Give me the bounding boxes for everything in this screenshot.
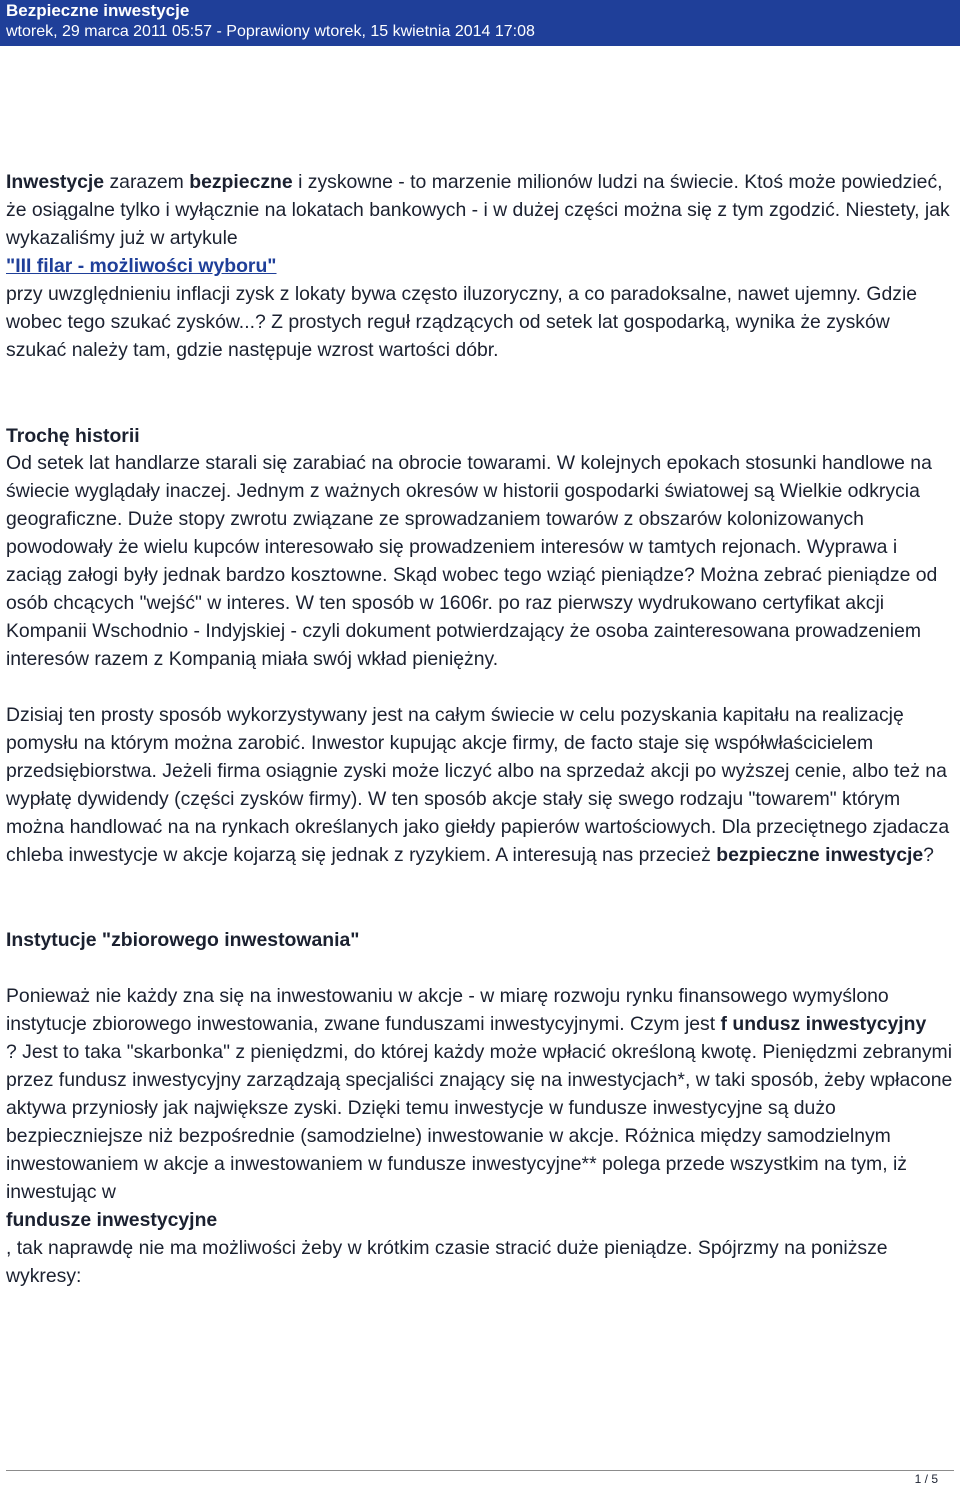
article-title: Bezpieczne inwestycje: [6, 1, 190, 20]
bold-term-inwestycje: Inwestycje: [6, 171, 105, 193]
intro-text-2: i zyskowne - to marzenie milionów ludzi na świecie. Ktoś może powiedzieć, że osiągalne tylko i wyłącznie na lokatach bankowych - i w dużej części można się z tym zgodzić. Niestety, jak wykazaliśmy już w artykule: [6, 171, 950, 249]
bold-term-fundusz-inwestycyjny: f undusz inwestycyjny: [720, 1013, 927, 1035]
article-dates: wtorek, 29 marca 2011 05:57 - Poprawiony wtorek, 15 kwietnia 2014 17:08: [6, 23, 535, 40]
intro-text-3: przy uwzględnieniu inflacji zysk z lokaty bywa często iluzoryczny, a co paradoksalne, nawet ujemny. Gdzie wobec tego szukać zysków...? Z prostych reguł rządzących od setek lat gospodarką, wynika że zysków szukać należy tam, gdzie następuje wzrost wartości dóbr.: [6, 283, 918, 361]
bold-term-bezpieczne: bezpieczne: [189, 171, 293, 193]
institutions-text-2: ? Jest to taka "skarbonka" z pieniędzmi, do której każdy może wpłacić określoną kwotę. Pieniędzmi zebranymi przez fundusz inwestycyjny zarządzają specjaliści znający się na inwestycjach*, w taki sposób, żeby wpłacone aktywa przyniosły jak największe zyski. Dzięki temu inwestycje w fundusze inwestycyjne są dużo bezpieczniejsze niż bezpośrednie (samodzielne) inwestowanie w akcje. Różnica między samodzielnym inwestowaniem w akcje a inwestowaniem w fundusze inwestycyjne** polega przede wszystkim na tym, iż inwestując w: [6, 1041, 953, 1203]
bold-term-bezpieczne-inwestycje: bezpieczne inwestycje: [716, 844, 924, 866]
history-text-2: Dzisiaj ten prosty sposób wykorzystywany jest na całym świecie w celu pozyskania kapitału na realizację pomysłu na którym można zarobić. Inwestor kupując akcje firmy, de facto staje się współwłaścicielem przedsiębiorstwa. Jeżeli firma osiągnie zyski może liczyć albo na sprzedaż akcji po wyższej cenie, albo też na wypłatę dywidendy (części zysków firmy). W ten sposób akcje stały się swego rodzaju "towarem" którym można handlować na na rynkach określanych jako giełdy papierów wartościowych. Dla przeciętnego zjadacza chleba inwestycje w akcje kojarzą się jednak z ryzykiem. A interesują nas przecież: [6, 704, 950, 866]
footer-divider: [6, 1470, 954, 1471]
page-header: [0, 0, 960, 46]
institutions-text-3: , tak naprawdę nie ma możliwości żeby w krótkim czasie stracić duże pieniądze. Spójrzmy na poniższe wykresy:: [6, 1237, 888, 1287]
section-heading-institutions: Instytucje "zbiorowego inwestowania": [6, 929, 360, 951]
page-number: 1 / 5: [914, 1472, 938, 1486]
institutions-text-1: Ponieważ nie każdy zna się na inwestowaniu w akcje - w miarę rozwoju rynku finansowego wymyślono instytucje zbiorowego inwestowania, zwane funduszami inwestycyjnymi. Czym jest: [6, 985, 889, 1035]
intro-paragraph: [6, 168, 954, 364]
section-heading-history: Trochę historii: [6, 425, 140, 447]
article-link-iii-filar[interactable]: "III filar - możliwości wyboru": [6, 255, 277, 277]
history-text-1: Od setek lat handlarze starali się zarabiać na obrocie towarami. W kolejnych epokach stosunki handlowe na świecie wyglądały inaczej. Jednym z ważnych okresów w historii gospodarki światowej są Wielkie odkrycia geograficzne. Duże stopy zwrotu związane ze sprowadzaniem towarów z obszarów kolonizowanych powodowały że wielu kupców interesowało się prowadzeniem interesów w tamtych rejonach. Wyprawa i zaciąg załogi były jednak bardzo kosztowne. Skąd wobec tego wziąć pieniądze? Można zebrać pieniądze od osób chcących "wejść" w interes. W ten sposób w 1606r. po raz pierwszy wydrukowano certyfikat akcji Kompanii Wschodnio - Indyjskiej - czyli dokument potwierdzający że osoba zainteresowana prowadzeniem interesów razem z Kompanią miała swój wkład pieniężny.: [6, 452, 938, 670]
history-paragraph-1: [6, 449, 954, 673]
institutions-paragraph: [6, 982, 954, 1290]
bold-term-fundusze-inwestycyjne: fundusze inwestycyjne: [6, 1209, 218, 1231]
history-text-2-end: ?: [923, 844, 934, 866]
intro-text-1: zarazem: [104, 171, 190, 193]
history-paragraph-2: [6, 701, 954, 869]
